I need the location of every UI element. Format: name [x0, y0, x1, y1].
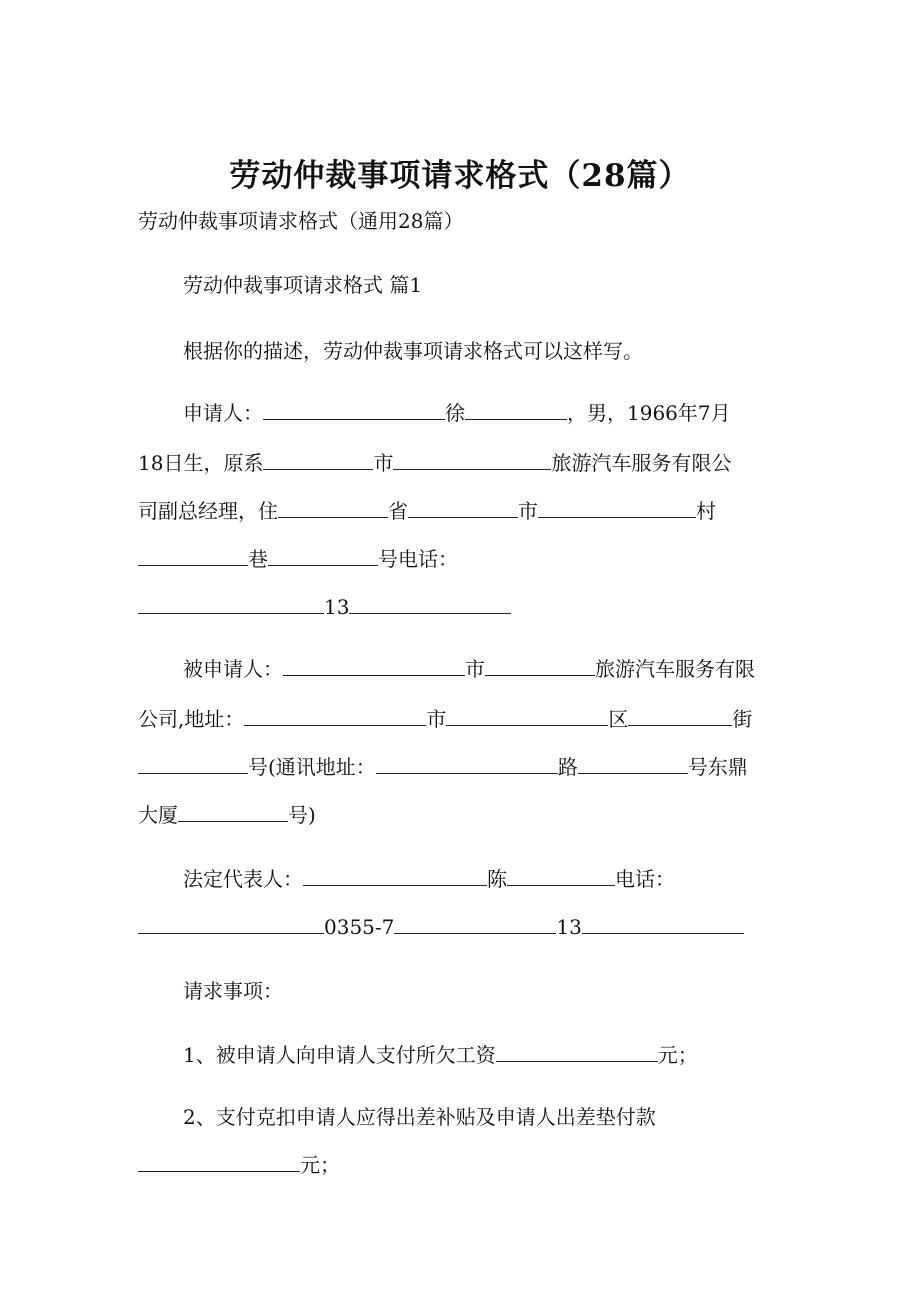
blank-field	[496, 1043, 658, 1062]
legal-rep-line-2	[138, 914, 744, 940]
applicant-birth-text: 18日生，原系	[138, 451, 264, 475]
blank-field	[278, 499, 388, 518]
blank-field	[349, 595, 511, 614]
claims-heading: 请求事项：	[183, 979, 283, 1003]
legal-rep-label: 法定代表人：	[183, 867, 303, 891]
company-text: 旅游汽车服务有限公	[551, 451, 732, 475]
applicant-info: ，男，1966年7月	[567, 401, 731, 425]
city-text: 市	[465, 657, 485, 681]
district-text: 区	[608, 707, 629, 731]
blank-field	[138, 915, 324, 934]
claim-1-unit: 元；	[657, 1043, 698, 1067]
legal-rep-line-1	[183, 866, 675, 892]
document-subtitle: 劳动仲裁事项请求格式（通用28篇）	[138, 209, 464, 233]
blank-field	[138, 755, 248, 774]
phone-label: 号电话：	[378, 547, 458, 571]
applicant-surname: 徐	[445, 401, 465, 425]
blank-field	[303, 867, 487, 886]
blank-field	[628, 707, 732, 726]
blank-field	[446, 707, 608, 726]
applicant-line-1	[183, 400, 731, 426]
address-label: 公司,地址：	[138, 707, 245, 731]
respondent-line-1	[183, 656, 755, 682]
blank-field	[283, 657, 465, 676]
blank-field	[408, 499, 518, 518]
applicant-line-4	[138, 546, 458, 572]
road-text: 路	[557, 755, 578, 779]
blank-field	[578, 755, 688, 774]
blank-field	[268, 547, 378, 566]
applicant-line-2	[138, 450, 731, 476]
city-text: 市	[373, 451, 394, 475]
blank-field	[263, 401, 445, 420]
blank-field	[393, 451, 551, 470]
claim-2: 2、支付克扣申请人应得出差补贴及申请人出差垫付款	[183, 1105, 656, 1129]
landline-prefix: 0355-7	[324, 915, 395, 939]
blank-field	[263, 451, 373, 470]
blank-field	[178, 803, 288, 822]
intro-paragraph: 根据你的描述，劳动仲裁事项请求格式可以这样写。	[183, 339, 643, 363]
blank-field	[138, 547, 248, 566]
document-title: 劳动仲裁事项请求格式（28篇）	[229, 158, 691, 194]
building-text: 号东鼎	[687, 755, 748, 779]
respondent-line-4	[138, 802, 316, 828]
street-text: 街	[732, 707, 753, 731]
lane-text: 巷	[248, 547, 268, 571]
blank-field	[138, 595, 324, 614]
respondent-label: 被申请人：	[183, 657, 283, 681]
village-text: 村	[696, 499, 716, 523]
blank-field	[138, 1153, 300, 1172]
blank-field	[507, 867, 615, 886]
claim-1-text: 1、被申请人向申请人支付所欠工资	[183, 1043, 496, 1067]
city-text: 市	[426, 707, 447, 731]
legal-rep-surname: 陈	[487, 867, 507, 891]
number-text: 号)	[288, 803, 316, 827]
province-text: 省	[388, 499, 408, 523]
respondent-line-2	[138, 706, 752, 732]
respondent-line-3	[138, 754, 748, 780]
mobile-prefix: 13	[556, 915, 582, 939]
position-text: 司副总经理，住	[138, 499, 278, 523]
applicant-label: 申请人：	[183, 401, 263, 425]
applicant-line-5	[138, 594, 511, 620]
mansion-text: 大厦	[138, 803, 178, 827]
mailing-address-label: 号(通讯地址：	[248, 755, 376, 779]
blank-field	[465, 401, 567, 420]
applicant-line-3	[138, 498, 716, 524]
section-heading: 劳动仲裁事项请求格式 篇1	[183, 273, 423, 297]
claim-1	[183, 1042, 698, 1068]
blank-field	[244, 707, 426, 726]
blank-field	[538, 499, 696, 518]
city-text: 市	[518, 499, 538, 523]
phone-prefix: 13	[324, 595, 350, 619]
blank-field	[582, 915, 744, 934]
claim-2-unit: 元；	[300, 1153, 340, 1177]
company-text: 旅游汽车服务有限	[595, 657, 755, 681]
phone-label: 电话：	[615, 867, 675, 891]
blank-field	[376, 755, 558, 774]
blank-field	[394, 915, 556, 934]
blank-field	[485, 657, 595, 676]
claim-2-amount	[138, 1152, 340, 1178]
